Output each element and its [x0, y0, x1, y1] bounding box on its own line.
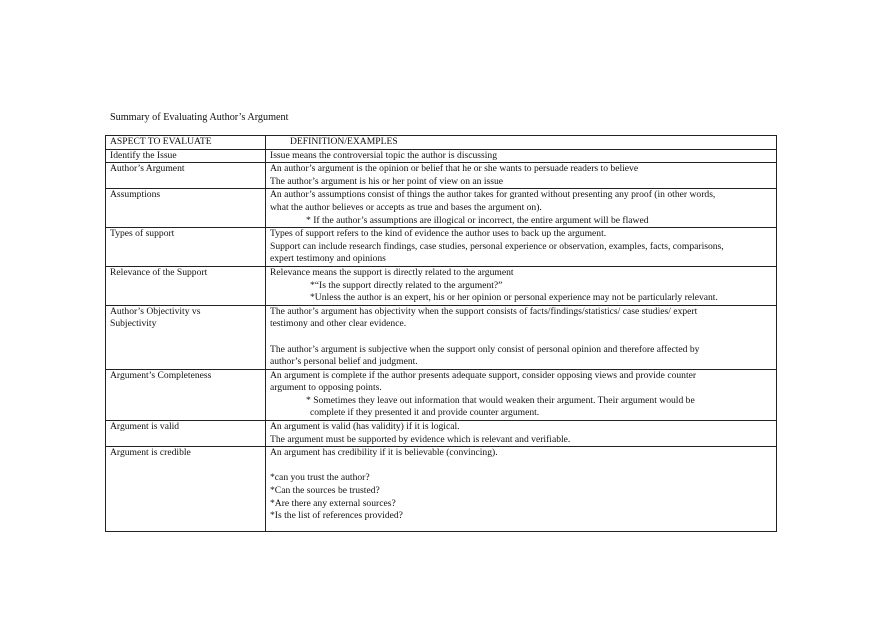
definition-column-header [266, 136, 777, 150]
definition-cell [266, 447, 777, 532]
definition-line: Support can include research findings, case studies, personal experience or observation, examples, facts, comparisons, [270, 240, 724, 252]
aspect-label: Argument is valid [110, 421, 180, 433]
table-row [106, 447, 777, 532]
aspect-cell [106, 189, 266, 228]
definition-line: Relevance means the support is directly related to the argument [270, 266, 514, 278]
aspect-cell [106, 266, 266, 305]
aspect-label: Author’s Argument [110, 163, 185, 175]
aspect-label: Subjectivity [110, 318, 157, 330]
definition-cell [266, 369, 777, 420]
aspect-cell [106, 149, 266, 163]
table-header-row [106, 136, 777, 150]
bullet-note: * Sometimes they leave out information that would weaken their argument. Their argument would be [306, 394, 695, 406]
question-line: *can you trust the author? [270, 472, 370, 484]
definition-cell [266, 228, 777, 267]
table-row [106, 305, 777, 369]
definition-line: Types of support refers to the kind of evidence the author uses to back up the argument. [270, 228, 607, 240]
bullet-note: *Unless the author is an expert, his or her opinion or personal experience may not be particularly relevant. [310, 292, 718, 304]
definition-line: argument to opposing points. [270, 382, 382, 394]
table-row [106, 266, 777, 305]
aspect-cell [106, 305, 266, 369]
definition-line: expert testimony and opinions [270, 253, 386, 265]
definition-line: what the author believes or accepts as true and bases the argument on). [270, 201, 542, 213]
definition-cell [266, 421, 777, 447]
blank-line [270, 331, 774, 344]
aspect-cell [106, 421, 266, 447]
table-row [106, 189, 777, 228]
definition-cell [266, 189, 777, 228]
document-title: Summary of Evaluating Author’s Argument [110, 112, 289, 123]
bullet-note: *“Is the support directly related to the argument?” [310, 279, 503, 291]
definition-line: An argument is valid (has validity) if it is logical. [270, 421, 460, 433]
aspect-label: Types of support [110, 228, 175, 240]
definition-line: The author’s argument is subjective when the support only consist of personal opinion and therefore affected by [270, 343, 700, 355]
aspect-label: Relevance of the Support [110, 266, 208, 278]
table-row [106, 421, 777, 447]
bullet-note: * If the author’s assumptions are illogical or incorrect, the entire argument will be flawed [306, 214, 649, 226]
aspect-label: Identify the Issue [110, 149, 177, 161]
bullet-note: complete if they presented it and provide counter argument. [310, 407, 540, 419]
table-row [106, 149, 777, 163]
definition-cell [266, 305, 777, 369]
aspect-label: Argument’s Completeness [110, 369, 212, 381]
definition-line: The argument must be supported by evidence which is relevant and verifiable. [270, 433, 571, 445]
question-line: *Are there any external sources? [270, 497, 396, 509]
aspect-cell [106, 369, 266, 420]
definition-line: The author’s argument is his or her point of view on an issue [270, 175, 504, 187]
aspect-label: Argument is credible [110, 447, 191, 459]
aspect-cell [106, 228, 266, 267]
definition-line: testimony and other clear evidence. [270, 318, 407, 330]
definition-line: An argument has credibility if it is believable (convincing). [270, 447, 498, 459]
table-row [106, 369, 777, 420]
table-row [106, 228, 777, 267]
definition-line: Issue means the controversial topic the author is discussing [270, 149, 498, 161]
definition-line: An author’s assumptions consist of things the author takes for granted without presenting any proof (in other words, [270, 189, 716, 201]
definition-line: The author’s argument has objectivity when the support consists of facts/findings/statistics/ case studies/ expert [270, 305, 698, 317]
definition-cell [266, 163, 777, 189]
definition-line: An argument is complete if the author presents adequate support, consider opposing views and provide counter [270, 369, 697, 381]
aspect-label: Author’s Objectivity vs [110, 305, 201, 317]
definition-cell [266, 266, 777, 305]
question-line: *Is the list of references provided? [270, 510, 403, 522]
definition-cell [266, 149, 777, 163]
aspect-cell [106, 163, 266, 189]
definition-line: An author’s argument is the opinion or belief that he or she wants to persuade readers to believe [270, 163, 639, 175]
definition-header-label: DEFINITION/EXAMPLES [290, 136, 398, 147]
blank-line [270, 460, 774, 473]
table-row [106, 163, 777, 189]
question-line: *Can the sources be trusted? [270, 485, 380, 497]
aspect-column-header: ASPECT TO EVALUATE [106, 136, 266, 150]
aspect-label: Assumptions [110, 189, 161, 201]
aspect-cell [106, 447, 266, 532]
definition-line: author’s personal belief and judgment. [270, 356, 418, 368]
evaluation-summary-table [105, 135, 777, 532]
